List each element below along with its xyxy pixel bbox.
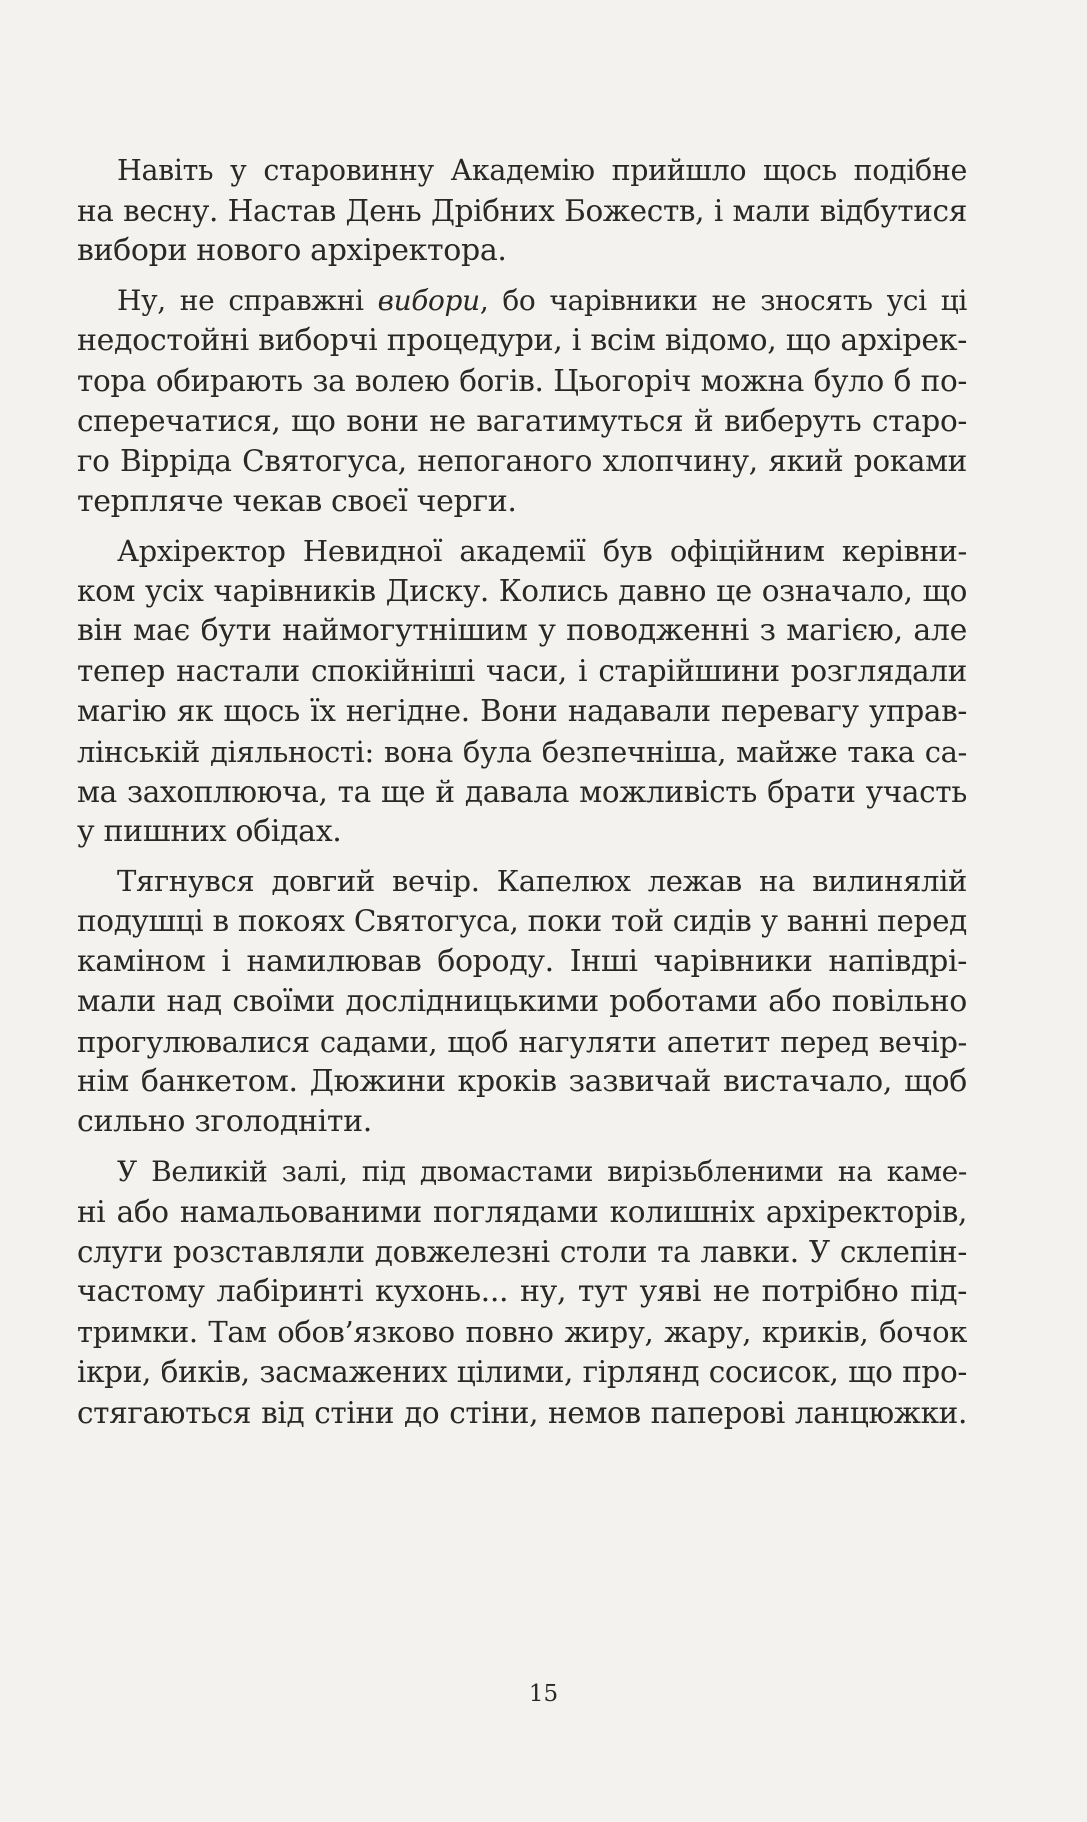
text-line: ма захоплююча, та ще й давала можливість брати участь: [77, 774, 967, 809]
text-line: го Вірріда Святогуса, непоганого хлопчину, який роками: [77, 444, 967, 479]
page-number: 15: [528, 1681, 559, 1707]
text-line: Архіректор Невидної академії був офіційним керівни-: [117, 533, 967, 568]
text-line: мали над своїми дослідницькими роботами або повільно: [77, 983, 967, 1019]
text-line: нім банкетом. Дюжини кроків зазвичай вистачало, щоб: [77, 1064, 967, 1100]
text-line: тримки. Там обов’язково повно жиру, жару, криків, бочок: [77, 1315, 967, 1350]
text-line: прогулювалися садами, щоб нагуляти апетит перед вечір-: [77, 1024, 967, 1059]
text-line: подушці в покоях Святогуса, поки той сидів у ванні перед: [77, 904, 967, 939]
text-line: стягаються від стіни до стіни, немов паперові ланцюжки.: [77, 1395, 967, 1430]
paragraph-gap: [77, 522, 967, 531]
text-line: Навіть у старовинну Академію прийшло щось подібне: [117, 154, 967, 187]
text-line: Тягнувся довгий вечір. Капелюх лежав на вилинялій: [117, 864, 967, 899]
text-line: він має бути наймогутнішим у поводженні з магією, але: [77, 613, 967, 649]
text-line: недостойні виборчі процедури, і всім відомо, що архірек-: [77, 322, 967, 358]
text-line: вибори нового архіректора.: [77, 233, 507, 269]
text-line: у пишних обідах.: [77, 814, 342, 849]
text-line: У Великій залі, під двомастами вирізьбленими на каме-: [117, 1154, 967, 1188]
text-line: на весну. Настав День Дрібних Божеств, і мали відбутися: [77, 194, 967, 229]
text-line: частому лабіринті кухонь... ну, тут уяві не потрібно під-: [77, 1274, 967, 1310]
emphasis-word: вибори: [377, 283, 480, 317]
paragraph-gap: [77, 1143, 967, 1152]
text-line: терпляче чекав своєї черги.: [77, 483, 517, 519]
text-line: ні або намальованими поглядами колишніх архіректорів,: [77, 1194, 967, 1229]
text-line: магію як щось їх негідне. Вони надавали перевагу управ-: [77, 694, 967, 729]
paragraph-gap: [77, 852, 967, 861]
text-line: каміном і намилював бороду. Інші чарівники напівдрі-: [77, 943, 967, 979]
text-line: сильно зголодніти.: [77, 1104, 372, 1140]
page-body-text: [77, 151, 967, 1433]
text-line: тора обирають за волею богів. Цьогоріч можна було б по-: [77, 363, 967, 398]
text-line: слуги розставляли довжелезні столи та лавки. У склепін-: [77, 1234, 967, 1269]
text-line: сперечатися, що вони не вагатимуться й виберуть старо-: [77, 404, 967, 439]
text-line: лінській діяльності: вона була безпечніша, майже така са-: [77, 734, 967, 769]
text-line: тепер настали спокійніші часи, і старійшини розглядали: [77, 654, 967, 689]
text-line: Ну, не справжні вибори, бо чарівники не зносять усі ці: [117, 283, 968, 317]
text-line: ком усіх чарівників Диску. Колись давно це означало, що: [77, 573, 967, 608]
text-line: ікри, биків, засмажених цілими, гірлянд сосисок, що про-: [77, 1355, 967, 1390]
paragraph-gap: [77, 272, 967, 281]
